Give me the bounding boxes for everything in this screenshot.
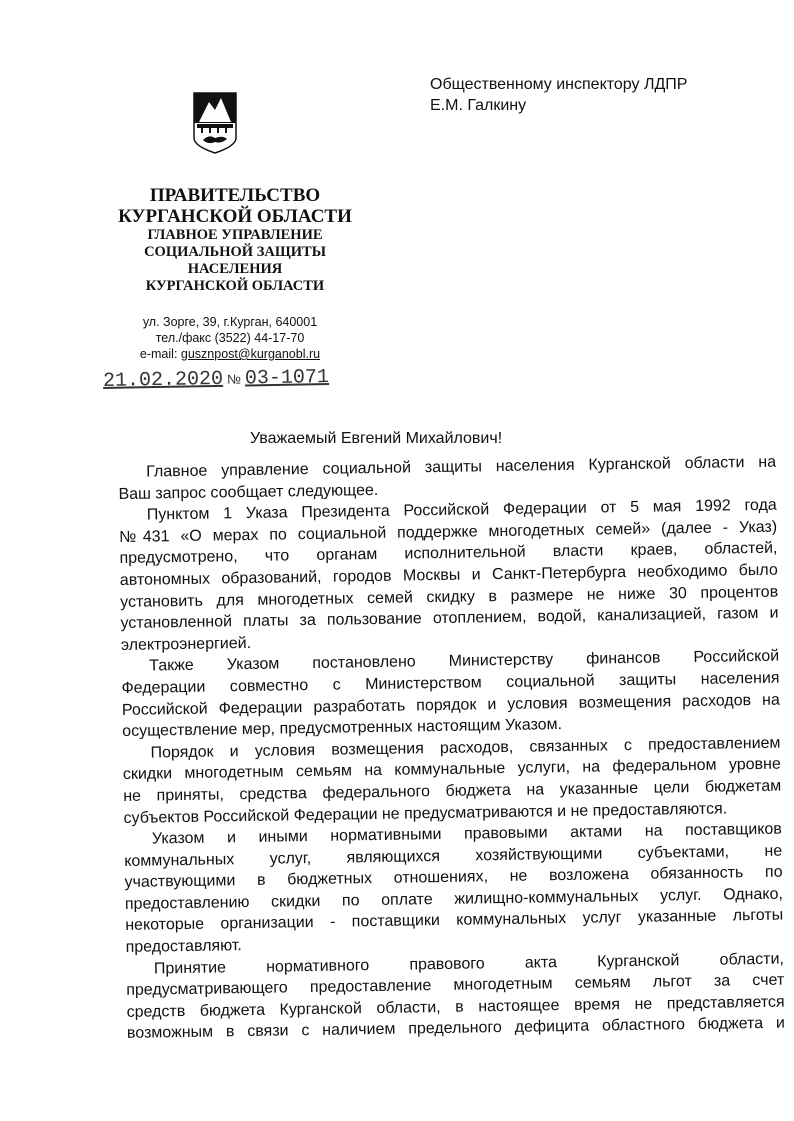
body-line: средств бюджета Курганской области, в настоящее время не представляется — [126, 993, 785, 1021]
dept-line-1: ГЛАВНОЕ УПРАВЛЕНИЕ — [147, 227, 323, 243]
letter-body — [118, 452, 785, 1045]
phone: тел./факс (3522) 44-17-70 — [155, 331, 305, 345]
recipient-block — [430, 74, 687, 116]
body-line: участвующими в бюджетных отношениях, не возложена обязанность по — [124, 863, 783, 892]
body-line: Пунктом 1 Указа Президента Российской Федерации от 5 мая 1992 года — [146, 496, 777, 524]
body-line: Российской Федерации разработать порядок и условия возмещения расходов на — [121, 691, 780, 719]
body-line: установить для многодетных семей скидку в размере не ниже 30 процентов — [120, 583, 779, 611]
email-link[interactable]: gusznpost@kurganobl.ru — [180, 347, 321, 361]
body-line: Принятие нормативного правового акта Курганской области, — [153, 950, 785, 978]
body-line: скидки многодетным семьям на коммунальные услуги, на федеральном уровне — [122, 755, 781, 784]
coat-of-arms-icon — [193, 92, 237, 154]
dept-line-3: НАСЕЛЕНИЯ — [187, 261, 283, 277]
body-line: возможным в связи с наличием предельного дефицита областного бюджета и — [126, 1015, 786, 1043]
organization-name — [100, 185, 370, 295]
body-line: №431 «О мерах по социальной поддержке многодетных семей» (далее - Указ) — [119, 518, 778, 546]
body-line: Главное управление социальной защиты населения Курганской области на — [146, 453, 777, 481]
body-line: Порядок и условия возмещения расходов, связанных с предоставлением — [150, 734, 781, 762]
body-line: электроэнергией. — [120, 634, 252, 654]
body-line: осуществление мер, предусмотренных настоящим Указом. — [122, 716, 563, 741]
body-line: предоставляют. — [125, 937, 242, 957]
body-line: Также Указом постановлено Министерству финансов Российской — [149, 647, 780, 675]
body-line: автономных образований, городов Москвы и Санкт-Петербурга необходимо было — [119, 561, 778, 589]
body-line: некоторые организации - поставщики коммунальных услуг указанные льготы — [125, 907, 784, 935]
body-line: предоставлению скидки по оплате жилищно-коммунальных услуг. Однако, — [124, 885, 784, 913]
body-line: коммунальных услуг, являющихся хозяйствующими субъектами, не — [124, 842, 783, 870]
body-line: субъектов Российской Федерации не предусматриваются и не предоставляются. — [123, 799, 728, 827]
contact-info — [110, 314, 350, 362]
body-line: не приняты, средства федерального бюджета на указанные цели бюджетам — [123, 777, 782, 805]
registration-date: 21.02.2020 — [102, 367, 224, 393]
number-sign: № — [226, 371, 242, 387]
registration-line — [103, 366, 329, 393]
gov-line-1: ПРАВИТЕЛЬСТВО — [149, 185, 321, 206]
body-line: Ваш запрос сообщает следующее. — [118, 481, 379, 503]
greeting: Уважаемый Евгений Михайлович! — [250, 430, 503, 447]
body-line: предусматривающего предоставление многодетным семьям льгот за счет — [126, 971, 785, 1000]
address: ул. Зорге, 39, г.Курган, 640001 — [142, 315, 318, 329]
body-line: предусмотрено, что органам исполнительной власти краев, областей, — [119, 540, 778, 568]
dept-line-4: КУРГАНСКОЙ ОБЛАСТИ — [145, 278, 325, 294]
body-line: Указом и иными нормативными правовыми актами на поставщиков — [151, 820, 782, 848]
body-line: Федерации совместно с Министерством социальной защиты населения — [121, 669, 780, 697]
body-line: установленной платы за пользование отоплением, водой, канализацией, газом и — [120, 604, 779, 633]
email-label: e-mail: — [139, 347, 178, 361]
gov-line-2: КУРГАНСКОЙ ОБЛАСТИ — [118, 206, 352, 227]
dept-line-2: СОЦИАЛЬНОЙ ЗАЩИТЫ — [144, 244, 326, 260]
registration-number: 03-1071 — [244, 366, 330, 391]
recipient-line-1: Общественному инспектору ЛДПР — [430, 76, 688, 93]
recipient-line-2: Е.М. Галкину — [430, 97, 527, 114]
